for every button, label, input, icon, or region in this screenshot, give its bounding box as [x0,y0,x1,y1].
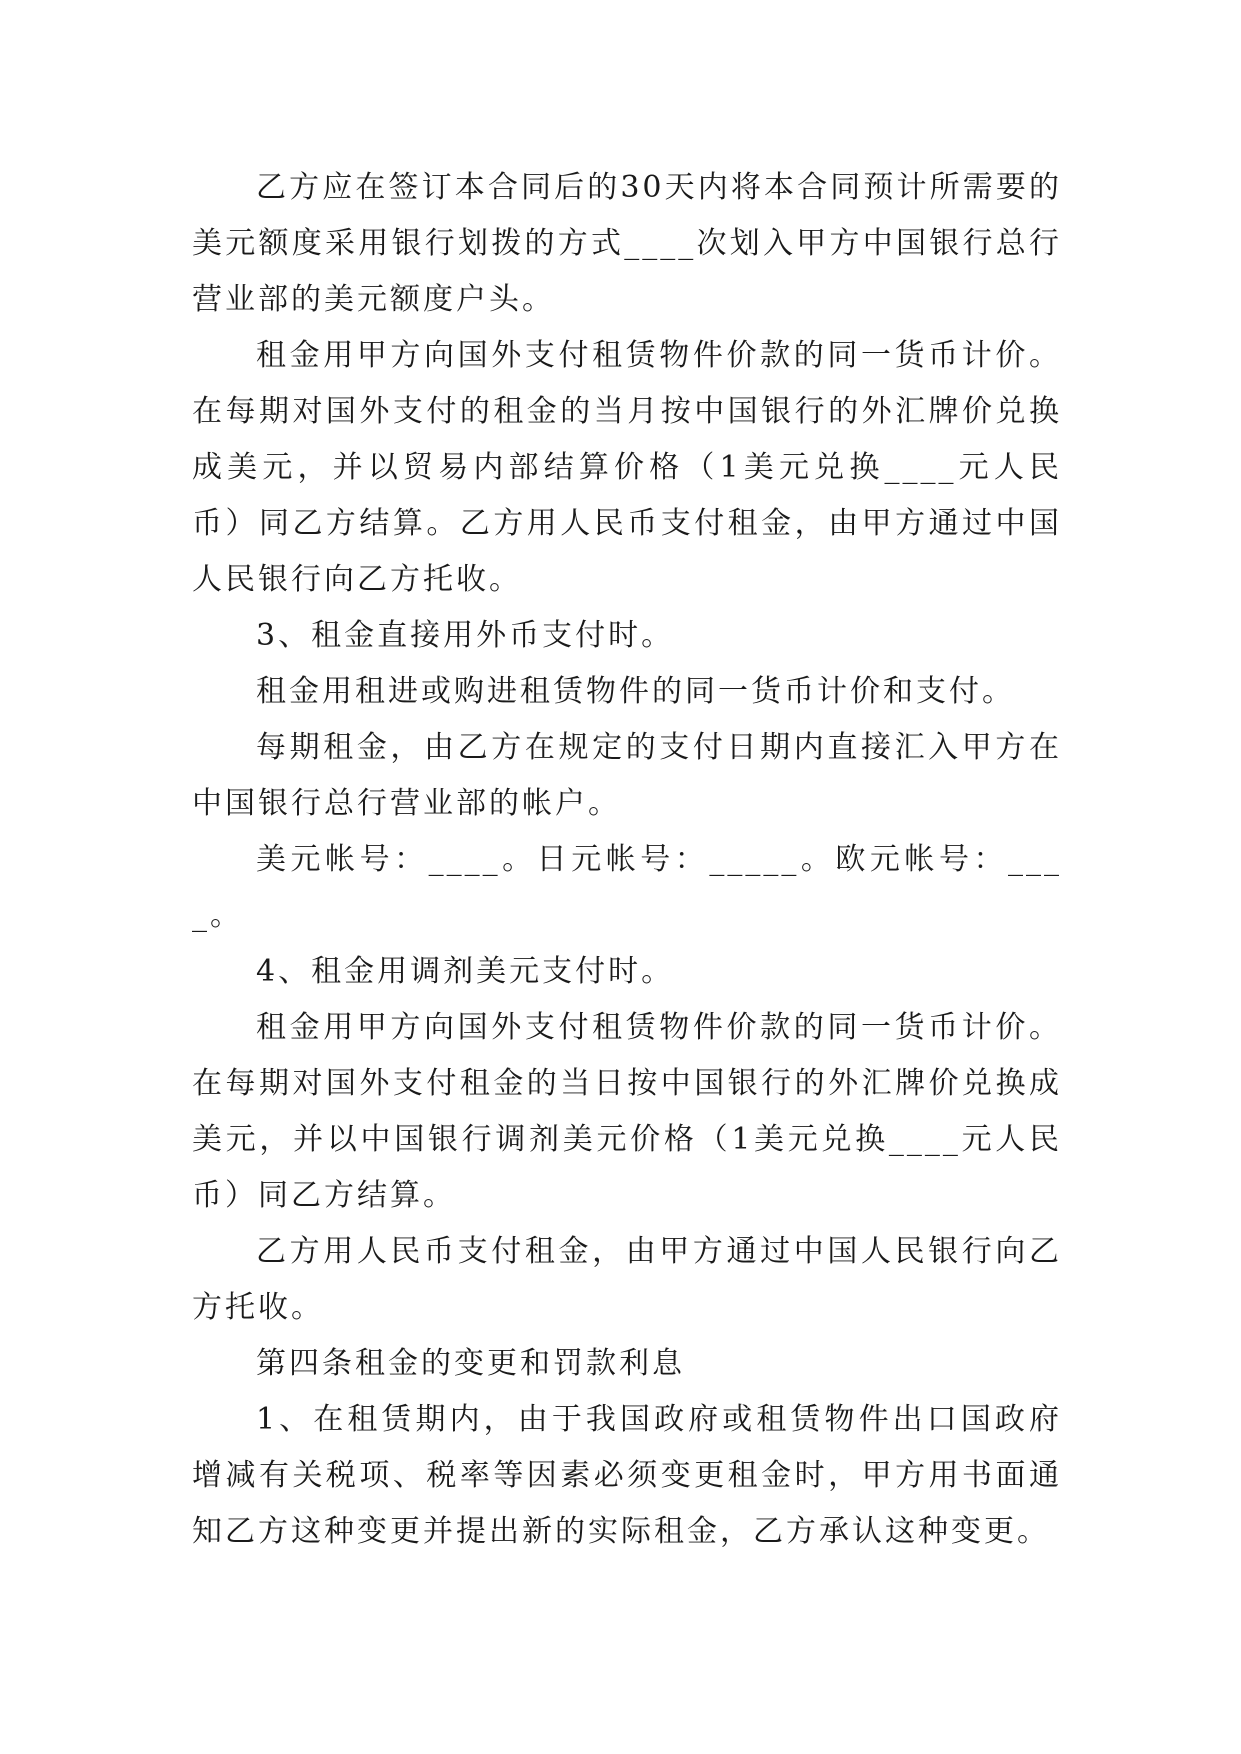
paragraph-rent-pricing-swap-rate: 租金用甲方向国外支付租赁物件价款的同一货币计价。在每期对国外支付租金的当日按中国银行的外汇牌价兑换成美元，并以中国银行调剂美元价格（1美元兑换____元人民币）同乙方结算。 [192,1010,1062,1213]
paragraph-account-numbers: 美元帐号：____。日元帐号：_____。欧元帐号：____。 [192,842,1062,933]
paragraph-rent-remittance: 每期租金，由乙方在规定的支付日期内直接汇入甲方在中国银行总行营业部的帐户。 [192,730,1062,821]
paragraph-deposit-usd-quota: 乙方应在签订本合同后的30天内将本合同预计所需要的美元额度采用银行划拨的方式____次划入甲方中国银行总行营业部的美元额度户头。 [192,170,1062,317]
paragraph-rent-currency: 租金用租进或购进租赁物件的同一货币计价和支付。 [256,674,1015,709]
paragraph-article-4-title: 第四条租金的变更和罚款利息 [256,1346,685,1381]
paragraph-rent-pricing-internal-rate: 租金用甲方向国外支付租赁物件价款的同一货币计价。在每期对国外支付的租金的当月按中国银行的外汇牌价兑换成美元，并以贸易内部结算价格（1美元兑换____元人民币）同乙方结算。乙方用人民币支付租金，由甲方通过中国人民银行向乙方托收。 [192,338,1062,597]
paragraph-rent-change-clause-1: 1、在租赁期内，由于我国政府或租赁物件出口国政府增减有关税项、税率等因素必须变更租金时，甲方用书面通知乙方这种变更并提出新的实际租金，乙方承认这种变更。 [192,1402,1062,1549]
paragraph-rmb-collection: 乙方用人民币支付租金，由甲方通过中国人民银行向乙方托收。 [192,1234,1062,1325]
paragraph-clause-4-heading: 4、租金用调剂美元支付时。 [256,954,675,989]
document-body [192,160,1062,1560]
paragraph-clause-3-heading: 3、租金直接用外币支付时。 [256,618,675,653]
